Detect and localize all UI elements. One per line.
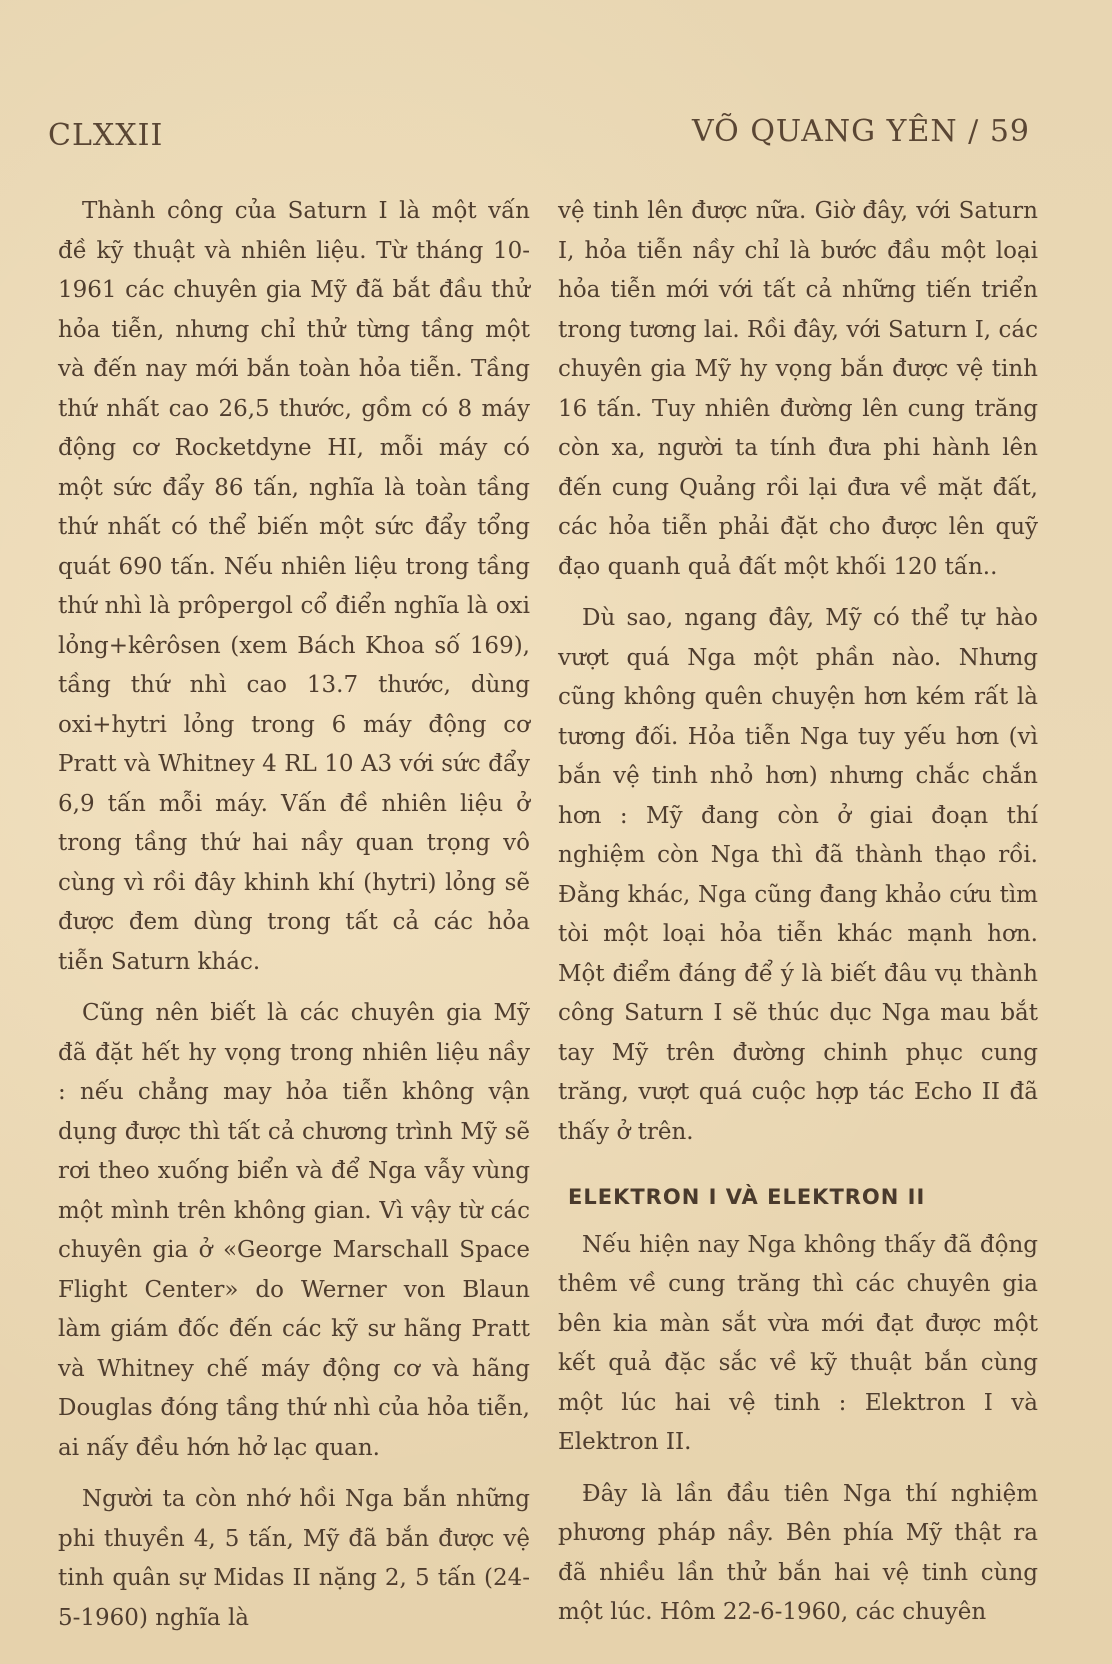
paragraph: vệ tinh lên được nữa. Giờ đây, với Saturn I, hỏa tiễn nầy chỉ là bước đầu một loại hỏa tiễn mới với tất cả những tiến triển trong tương lai. Rồi đây, với Saturn I, các chuyên gia Mỹ hy vọng bắn được vệ tinh 16 tấn. Tuy nhiên đường lên cung trăng còn xa, người ta tính đưa phi hành lên đến cung Quảng rồi lại đưa về mặt đất, các hỏa tiễn phải đặt cho được lên quỹ đạo quanh quả đất một khối 120 tấn.. — [558, 198, 1038, 580]
page-header-left: CLXXII — [48, 118, 164, 153]
left-column — [58, 192, 530, 1638]
right-column — [558, 192, 1038, 1633]
paragraph: Cũng nên biết là các chuyên gia Mỹ đã đặt hết hy vọng trong nhiên liệu nầy : nếu chẳng may hỏa tiễn không vận dụng được thì tất cả chương trình Mỹ sẽ rơi theo xuống biển và để Nga vẫy vùng một mình trên không gian. Vì vậy từ các chuyên gia ở «George Marschall Space Flight Center» do Werner von Blaun làm giám đốc đến các kỹ sư hãng Pratt và Whitney chế máy động cơ và hãng Douglas đóng tầng thứ nhì của hỏa tiễn, ai nấy đều hớn hở lạc quan. — [58, 1000, 530, 1461]
page-header-right: VÕ QUANG YÊN / 59 — [692, 114, 1030, 149]
paragraph: Nếu hiện nay Nga không thấy đã động thêm về cung trăng thì các chuyên gia bên kia màn sắt vừa mới đạt được một kết quả đặc sắc về kỹ thuật bắn cùng một lúc hai vệ tinh : Elektron I và Elektron II. — [558, 1231, 1038, 1455]
paragraph: Dù sao, ngang đây, Mỹ có thể tự hào vượt quá Nga một phần nào. Nhưng cũng không quên chuyện hơn kém rất là tương đối. Hỏa tiễn Nga tuy yếu hơn (vì bắn vệ tinh nhỏ hơn) nhưng chắc chắn hơn : Mỹ đang còn ở giai đoạn thí nghiệm còn Nga thì đã thành thạo rồi. Đằng khác, Nga cũng đang khảo cứu tìm tòi một loại hỏa tiễn khác mạnh hơn. Một điểm đáng để ý là biết đâu vụ thành công Saturn I sẽ thúc dục Nga mau bắt tay Mỹ trên đường chinh phục cung trăng, vượt quá cuộc hợp tác Echo II đã thấy ở trên. — [558, 605, 1038, 1145]
paragraph: Người ta còn nhớ hồi Nga bắn những phi thuyền 4, 5 tấn, Mỹ đã bắn được vệ tinh quân sự Midas II nặng 2, 5 tấn (24-5-1960) nghĩa là — [58, 1486, 530, 1631]
paragraph: Thành công của Saturn I là một vấn đề kỹ thuật và nhiên liệu. Từ tháng 10-1961 các chuyên gia Mỹ đã bắt đầu thử hỏa tiễn, nhưng chỉ thử từng tầng một và đến nay mới bắn toàn hỏa tiễn. Tầng thứ nhất cao 26,5 thước, gồm có 8 máy động cơ Rocketdyne HI, mỗi máy có một sức đẩy 86 tấn, nghĩa là toàn tầng thứ nhất có thể biến một sức đẩy tổng quát 690 tấn. Nếu nhiên liệu trong tầng thứ nhì là prôpergol cổ điển nghĩa là oxi lỏng+kêrôsen (xem Bách Khoa số 169), tầng thứ nhì cao 13.7 thước, dùng oxi+hytri lỏng trong 6 máy động cơ Pratt và Whitney 4 RL 10 A3 với sức đẩy 6,9 tấn mỗi máy. Vấn đề nhiên liệu ở trong tầng thứ hai nầy quan trọng vô cùng vì rồi đây khinh khí (hytri) lỏng sẽ được đem dùng trong tất cả các hỏa tiễn Saturn khác. — [58, 198, 530, 975]
section-heading: ELEKTRON I VÀ ELEKTRON II — [568, 1185, 926, 1209]
paragraph: Đây là lần đầu tiên Nga thí nghiệm phương pháp nầy. Bên phía Mỹ thật ra đã nhiều lần thử bắn hai vệ tinh cùng một lúc. Hôm 22-6-1960, các chuyên — [558, 1480, 1038, 1625]
